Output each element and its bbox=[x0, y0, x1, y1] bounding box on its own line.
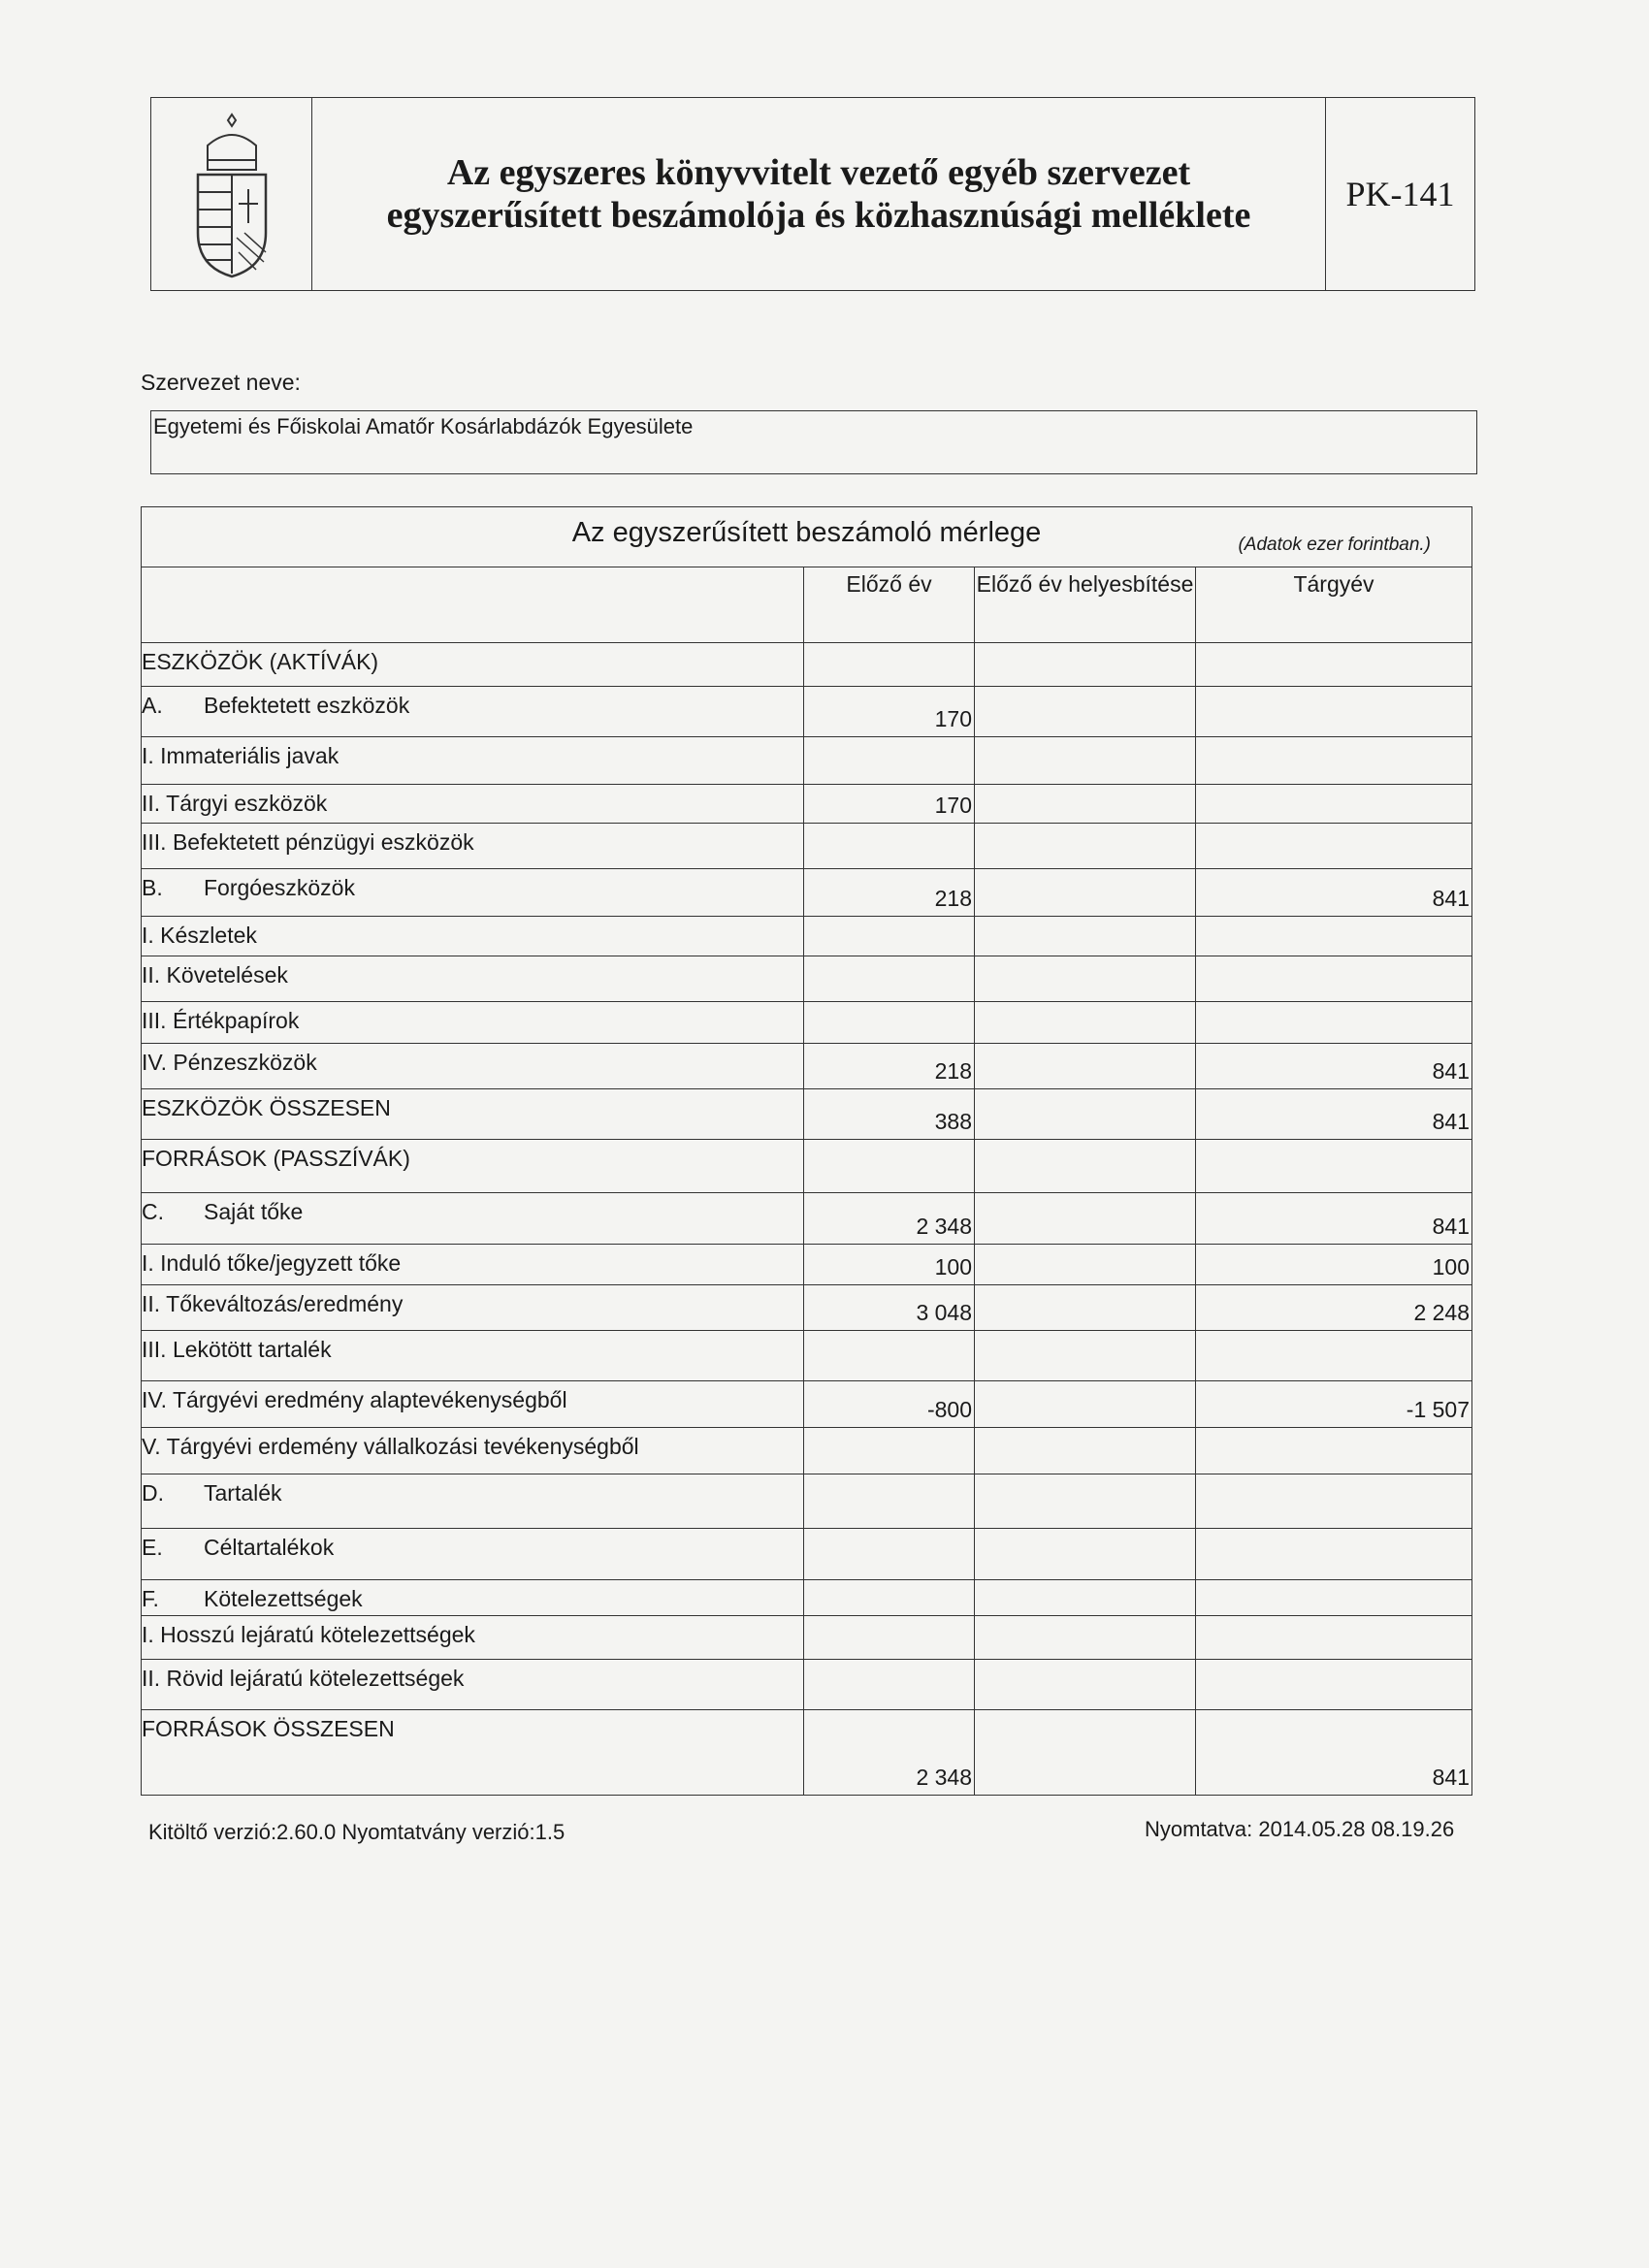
row-label: III. Értékpapírok bbox=[142, 1008, 300, 1033]
row-label: FORRÁSOK ÖSSZESEN bbox=[142, 1716, 395, 1741]
row-label: I. Hosszú lejáratú kötelezettségek bbox=[142, 1622, 475, 1647]
row-label: Tartalék bbox=[204, 1480, 282, 1506]
row-key: E. bbox=[142, 1535, 163, 1560]
table-row bbox=[142, 1245, 1472, 1285]
prev-year-correction-cell bbox=[975, 1428, 1196, 1474]
prev-year-cell: -800 bbox=[804, 1381, 975, 1428]
prev-year-cell bbox=[804, 1580, 975, 1616]
row-label-cell bbox=[142, 737, 804, 785]
row-label: Saját tőke bbox=[204, 1199, 304, 1224]
row-label-cell bbox=[142, 1285, 804, 1331]
row-label-cell bbox=[142, 1002, 804, 1044]
row-label-cell bbox=[142, 643, 804, 687]
prev-year-correction-cell bbox=[975, 1331, 1196, 1381]
prev-year-cell: 170 bbox=[804, 785, 975, 824]
table-row bbox=[142, 1285, 1472, 1331]
prev-year-cell bbox=[804, 1529, 975, 1580]
prev-year-correction-cell bbox=[975, 1529, 1196, 1580]
current-year-cell: 100 bbox=[1196, 1245, 1472, 1285]
prev-year-correction-cell bbox=[975, 1002, 1196, 1044]
form-title-line-1: Az egyszeres könyvvitelt vezető egyéb szervezet bbox=[446, 152, 1191, 193]
prev-year-cell bbox=[804, 1331, 975, 1381]
row-label: II. Tőkeváltozás/eredmény bbox=[142, 1291, 404, 1316]
current-year-cell bbox=[1196, 1529, 1472, 1580]
prev-year-correction-cell bbox=[975, 737, 1196, 785]
column-header-correction: Előző év helyesbítése bbox=[975, 567, 1196, 643]
prev-year-cell bbox=[804, 643, 975, 687]
table-row bbox=[142, 1710, 1472, 1796]
table-row bbox=[142, 643, 1472, 687]
row-label: Forgóeszközök bbox=[204, 875, 355, 900]
prev-year-correction-cell bbox=[975, 785, 1196, 824]
row-key: A. bbox=[142, 693, 163, 718]
prev-year-cell bbox=[804, 1140, 975, 1193]
current-year-cell bbox=[1196, 917, 1472, 956]
prev-year-correction-cell bbox=[975, 869, 1196, 917]
balance-sheet-title: Az egyszerűsített beszámoló mérlege bbox=[571, 517, 1042, 548]
table-row bbox=[142, 1616, 1472, 1660]
row-label: FORRÁSOK (PASSZÍVÁK) bbox=[142, 1146, 410, 1171]
table-row bbox=[142, 956, 1472, 1002]
row-label: Céltartalékok bbox=[204, 1535, 335, 1560]
current-year-cell bbox=[1196, 1428, 1472, 1474]
prev-year-cell bbox=[804, 917, 975, 956]
prev-year-cell: 2 348 bbox=[804, 1193, 975, 1245]
current-year-cell bbox=[1196, 1474, 1472, 1529]
prev-year-cell: 170 bbox=[804, 687, 975, 737]
row-label: ESZKÖZÖK (AKTÍVÁK) bbox=[142, 649, 379, 674]
prev-year-cell bbox=[804, 1616, 975, 1660]
row-label-cell bbox=[142, 1580, 804, 1616]
row-label: III. Befektetett pénzügyi eszközök bbox=[142, 829, 474, 855]
prev-year-cell: 388 bbox=[804, 1089, 975, 1140]
current-year-cell: 841 bbox=[1196, 869, 1472, 917]
table-row bbox=[142, 687, 1472, 737]
current-year-cell: 841 bbox=[1196, 1089, 1472, 1140]
table-row bbox=[142, 1331, 1472, 1381]
label-column-header bbox=[142, 567, 804, 643]
row-label: I. Immateriális javak bbox=[142, 743, 340, 768]
table-row bbox=[142, 1580, 1472, 1616]
form-code: PK-141 bbox=[1345, 175, 1455, 213]
table-row bbox=[142, 824, 1472, 869]
unit-note: (Adatok ezer forintban.) bbox=[1238, 535, 1431, 555]
prev-year-correction-cell bbox=[975, 1660, 1196, 1710]
form-header bbox=[150, 97, 1475, 291]
current-year-cell: 841 bbox=[1196, 1044, 1472, 1089]
row-label-cell bbox=[142, 687, 804, 737]
organization-label: Szervezet neve: bbox=[141, 370, 301, 395]
table-row bbox=[142, 1474, 1472, 1529]
table-row bbox=[142, 785, 1472, 824]
table-row bbox=[142, 917, 1472, 956]
row-label-cell bbox=[142, 1474, 804, 1529]
prev-year-correction-cell bbox=[975, 1580, 1196, 1616]
prev-year-correction-cell bbox=[975, 1285, 1196, 1331]
row-label-cell bbox=[142, 1140, 804, 1193]
form-title bbox=[312, 98, 1326, 290]
prev-year-correction-cell bbox=[975, 643, 1196, 687]
row-label-cell bbox=[142, 1193, 804, 1245]
row-label-cell bbox=[142, 1660, 804, 1710]
row-label: V. Tárgyévi erdemény vállalkozási tevékenységből bbox=[142, 1434, 639, 1459]
row-label: III. Lekötött tartalék bbox=[142, 1337, 332, 1362]
row-label: Kötelezettségek bbox=[204, 1586, 363, 1611]
current-year-cell: -1 507 bbox=[1196, 1381, 1472, 1428]
current-year-cell bbox=[1196, 1140, 1472, 1193]
current-year-cell bbox=[1196, 1616, 1472, 1660]
table-row bbox=[142, 869, 1472, 917]
table-row bbox=[142, 737, 1472, 785]
prev-year-cell bbox=[804, 1428, 975, 1474]
table-row bbox=[142, 1428, 1472, 1474]
balance-sheet-title-row bbox=[142, 507, 1472, 567]
table-row bbox=[142, 1002, 1472, 1044]
table-row bbox=[142, 1660, 1472, 1710]
prev-year-cell: 3 048 bbox=[804, 1285, 975, 1331]
row-label-cell bbox=[142, 1044, 804, 1089]
prev-year-cell bbox=[804, 1002, 975, 1044]
row-label-cell bbox=[142, 824, 804, 869]
software-version: Kitöltő verzió:2.60.0 Nyomtatvány verzió:1.5 bbox=[148, 1820, 566, 1844]
row-label-cell bbox=[142, 1245, 804, 1285]
prev-year-cell: 2 348 bbox=[804, 1710, 975, 1796]
row-label-cell bbox=[142, 1710, 804, 1796]
table-row bbox=[142, 1089, 1472, 1140]
prev-year-correction-cell bbox=[975, 1616, 1196, 1660]
print-timestamp: Nyomtatva: 2014.05.28 08.19.26 bbox=[1145, 1817, 1455, 1841]
row-key: C. bbox=[142, 1199, 164, 1224]
prev-year-correction-cell bbox=[975, 1089, 1196, 1140]
prev-year-correction-cell bbox=[975, 687, 1196, 737]
current-year-cell: 841 bbox=[1196, 1193, 1472, 1245]
row-label: I. Készletek bbox=[142, 923, 257, 948]
row-label: Befektetett eszközök bbox=[204, 693, 410, 718]
prev-year-correction-cell bbox=[975, 1193, 1196, 1245]
row-label-cell bbox=[142, 1089, 804, 1140]
column-header-row bbox=[142, 567, 1472, 643]
row-key: F. bbox=[142, 1586, 159, 1611]
prev-year-correction-cell bbox=[975, 1381, 1196, 1428]
row-label-cell bbox=[142, 1331, 804, 1381]
current-year-cell bbox=[1196, 687, 1472, 737]
row-label-cell bbox=[142, 1529, 804, 1580]
prev-year-cell bbox=[804, 737, 975, 785]
row-key: B. bbox=[142, 875, 163, 900]
row-key: D. bbox=[142, 1480, 164, 1506]
table-row bbox=[142, 1381, 1472, 1428]
current-year-cell bbox=[1196, 1580, 1472, 1616]
prev-year-correction-cell bbox=[975, 1044, 1196, 1089]
current-year-cell bbox=[1196, 824, 1472, 869]
prev-year-correction-cell bbox=[975, 1710, 1196, 1796]
prev-year-cell: 218 bbox=[804, 1044, 975, 1089]
column-header-prev: Előző év bbox=[804, 567, 975, 643]
row-label-cell bbox=[142, 1428, 804, 1474]
table-row bbox=[142, 1529, 1472, 1580]
prev-year-correction-cell bbox=[975, 956, 1196, 1002]
current-year-cell: 2 248 bbox=[1196, 1285, 1472, 1331]
prev-year-correction-cell bbox=[975, 1245, 1196, 1285]
form-title-line-2: egyszerűsített beszámolója és közhasznúsági melléklete bbox=[386, 195, 1251, 236]
current-year-cell bbox=[1196, 1002, 1472, 1044]
prev-year-cell bbox=[804, 1474, 975, 1529]
row-label-cell bbox=[142, 917, 804, 956]
organization-name-field: Egyetemi és Főiskolai Amatőr Kosárlabdázók Egyesülete bbox=[150, 410, 1477, 474]
table-row bbox=[142, 1044, 1472, 1089]
current-year-cell bbox=[1196, 1331, 1472, 1381]
prev-year-correction-cell bbox=[975, 1140, 1196, 1193]
row-label-cell bbox=[142, 785, 804, 824]
prev-year-cell bbox=[804, 1660, 975, 1710]
row-label-cell bbox=[142, 869, 804, 917]
row-label: II. Rövid lejáratú kötelezettségek bbox=[142, 1666, 465, 1691]
row-label: II. Tárgyi eszközök bbox=[142, 791, 328, 816]
current-year-cell: 841 bbox=[1196, 1710, 1472, 1796]
row-label: I. Induló tőke/jegyzett tőke bbox=[142, 1250, 402, 1276]
balance-sheet-table bbox=[141, 506, 1472, 1796]
row-label-cell bbox=[142, 1381, 804, 1428]
prev-year-cell: 218 bbox=[804, 869, 975, 917]
current-year-cell bbox=[1196, 956, 1472, 1002]
row-label: IV. Pénzeszközök bbox=[142, 1050, 317, 1075]
row-label: ESZKÖZÖK ÖSSZESEN bbox=[142, 1095, 391, 1120]
prev-year-correction-cell bbox=[975, 917, 1196, 956]
current-year-cell bbox=[1196, 1660, 1472, 1710]
row-label-cell bbox=[142, 956, 804, 1002]
coat-of-arms-icon bbox=[151, 98, 312, 290]
prev-year-cell bbox=[804, 956, 975, 1002]
current-year-cell bbox=[1196, 737, 1472, 785]
table-row bbox=[142, 1193, 1472, 1245]
prev-year-cell: 100 bbox=[804, 1245, 975, 1285]
row-label-cell bbox=[142, 1616, 804, 1660]
current-year-cell bbox=[1196, 643, 1472, 687]
table-row bbox=[142, 1140, 1472, 1193]
row-label: II. Követelések bbox=[142, 962, 288, 988]
prev-year-correction-cell bbox=[975, 824, 1196, 869]
prev-year-correction-cell bbox=[975, 1474, 1196, 1529]
current-year-cell bbox=[1196, 785, 1472, 824]
column-header-current: Tárgyév bbox=[1196, 567, 1472, 643]
prev-year-cell bbox=[804, 824, 975, 869]
row-label: IV. Tárgyévi eredmény alaptevékenységből bbox=[142, 1387, 567, 1412]
